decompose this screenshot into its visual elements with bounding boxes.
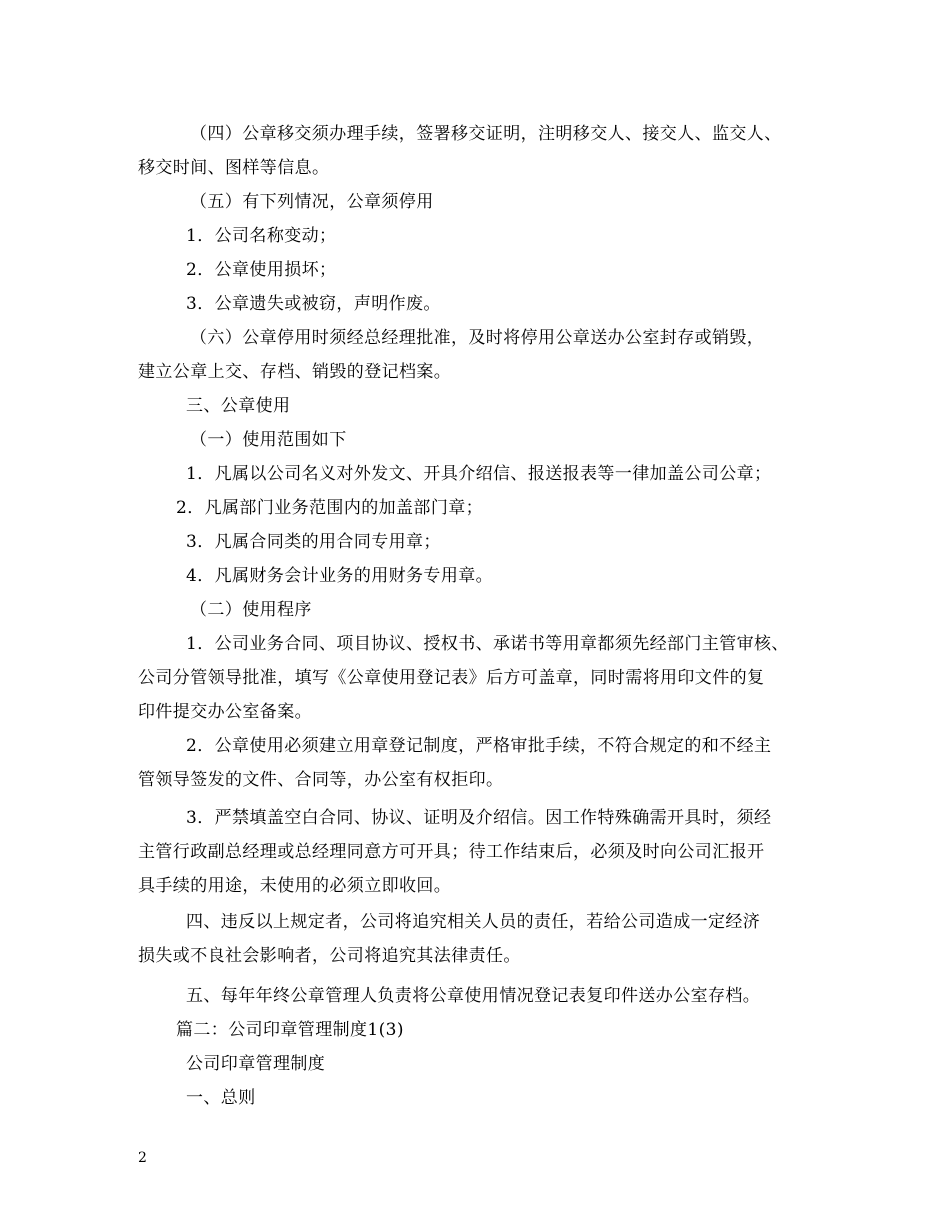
text-line: （六）公章停用时须经总经理批准，及时将停用公章送办公室封存或销毁， (190, 328, 765, 348)
text-line: 2．公章使用损坏； (186, 260, 337, 280)
section-heading: 四、违反以上规定者，公司将追究相关人员的责任，若给公司造成一定经济 (186, 912, 761, 932)
text-line: 1．公司业务合同、项目协议、授权书、承诺书等用章都须先经部门主管审核、 (186, 634, 789, 654)
text-line: 主管行政副总经理或总经理同意方可开具；待工作结束后，必须及时向公司汇报开 (138, 842, 765, 862)
text-line: 2．凡属部门业务范围内的加盖部门章； (176, 498, 484, 518)
text-line: （二）使用程序 (190, 600, 312, 620)
document-title: 公司印章管理制度 (186, 1054, 326, 1074)
text-line: 3．严禁填盖空白合同、协议、证明及介绍信。因工作特殊确需开具时，须经 (186, 808, 772, 828)
text-line: 印件提交办公室备案。 (138, 702, 312, 722)
text-line: 1．公司名称变动； (186, 226, 337, 246)
text-line: 公司分管领导批准，填写《公章使用登记表》后方可盖章，同时需将用印文件的复 (138, 668, 765, 688)
text-line: 3．凡属合同类的用合同专用章； (186, 532, 441, 552)
chapter-title: 篇二：公司印章管理制度1(3) (176, 1020, 404, 1040)
text-line: 3．公章遗失或被窃，声明作废。 (186, 294, 441, 314)
text-line: 4．凡属财务会计业务的用财务专用章。 (186, 566, 494, 586)
text-line: 建立公章上交、存档、销毁的登记档案。 (138, 362, 452, 382)
section-heading: 五、每年年终公章管理人负责将公章使用情况登记表复印件送办公室存档。 (186, 986, 761, 1006)
text-line: 管领导签发的文件、合同等，办公室有权拒印。 (138, 770, 504, 790)
text-line: （五）有下列情况，公章须停用 (190, 192, 434, 212)
text-line: （四）公章移交须办理手续，签署移交证明，注明移交人、接交人、监交人、 (190, 124, 782, 144)
text-line: 2．公章使用必须建立用章登记制度，严格审批手续，不符合规定的和不经主 (186, 736, 772, 756)
section-heading: 一、总则 (186, 1088, 256, 1108)
text-line: （一）使用范围如下 (190, 430, 347, 450)
page-number: 2 (138, 1150, 147, 1166)
text-line: 移交时间、图样等信息。 (138, 158, 330, 178)
text-line: 损失或不良社会影响者，公司将追究其法律责任。 (138, 946, 521, 966)
text-line: 具手续的用途，未使用的必须立即收回。 (138, 876, 452, 896)
section-heading: 三、公章使用 (186, 396, 291, 416)
text-line: 1．凡属以公司名义对外发文、开具介绍信、报送报表等一律加盖公司公章； (186, 464, 772, 484)
